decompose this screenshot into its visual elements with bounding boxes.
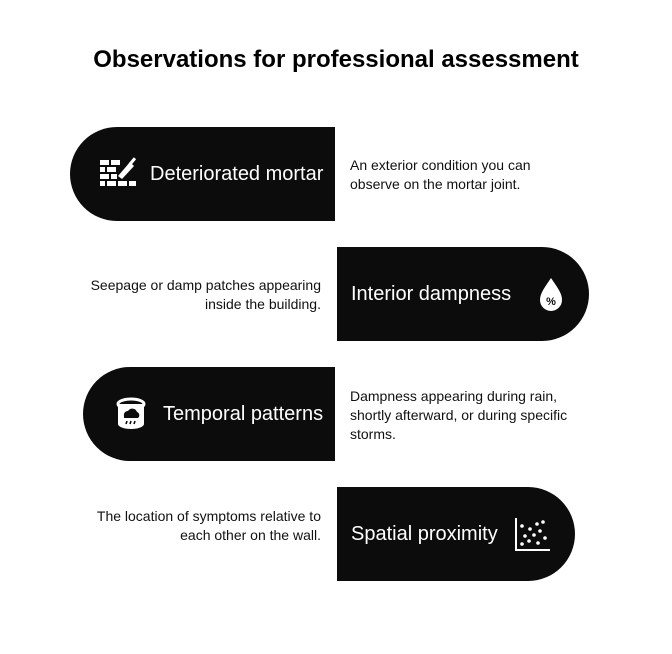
pill-label: Spatial proximity xyxy=(351,522,498,545)
svg-text:%: % xyxy=(546,296,556,308)
description: The location of symptoms relative to each other on the wall. xyxy=(96,508,321,543)
rain-cloud-cycle-icon xyxy=(111,394,151,434)
page-title: Observations for professional assessment xyxy=(93,46,579,73)
description: Dampness appearing during rain, shortly afterward, or during specific storms. xyxy=(350,388,568,442)
pill-spatial-proximity xyxy=(337,487,575,581)
description: An exterior condition you can observe on the mortar joint. xyxy=(350,157,531,192)
water-drop-percent-icon xyxy=(531,274,571,314)
pill-label: Deteriorated mortar xyxy=(150,162,324,185)
pill-interior-dampness xyxy=(337,247,589,341)
description: Seepage or damp patches appearing inside the building. xyxy=(90,277,321,312)
scatter-plot-icon xyxy=(512,514,552,554)
pill-temporal-patterns xyxy=(83,367,335,461)
brick-wall-trowel-icon xyxy=(98,154,138,194)
pill-label: Temporal patterns xyxy=(163,402,324,425)
pill-deteriorated-mortar xyxy=(70,127,335,221)
pill-label: Interior dampness xyxy=(351,282,512,305)
